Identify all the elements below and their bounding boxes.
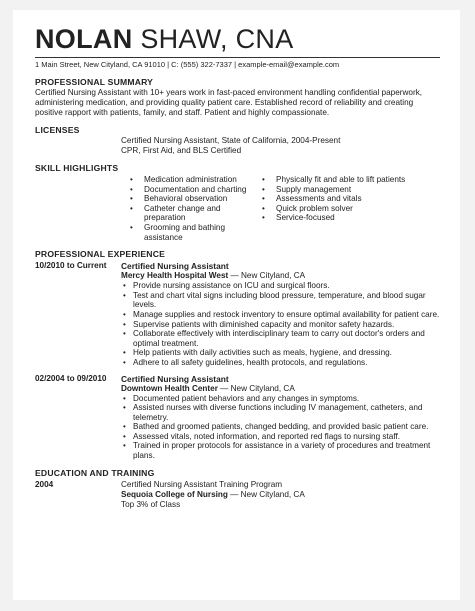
job-bullets: [121, 281, 440, 367]
skill-item: • Grooming and bathing assistance: [127, 223, 259, 242]
job-employer: Downtown Health Center: [121, 383, 218, 393]
education-location: — New Cityland, CA: [227, 489, 305, 499]
job-bullet: • Provide nursing assistance on ICU and surgical floors.: [121, 281, 440, 291]
job-employer: Mercy Health Hospital West: [121, 271, 229, 281]
license-item: CPR, First Aid, and BLS Certified: [121, 146, 242, 155]
skill-item: • Quick problem solver: [259, 204, 419, 214]
job-bullet: • Adhere to all safety guidelines, health protocols, and regulations.: [121, 358, 440, 368]
job-bullet: • Help patients with daily activities such as meals, hygiene, and dressing.: [121, 348, 440, 358]
job-title: Certified Nursing Assistant: [121, 373, 229, 384]
job-details: [121, 374, 440, 461]
education-section: [35, 468, 440, 510]
job-entry: [35, 261, 440, 367]
job-bullet: • Collaborate effectively with interdisciplinary team to carry out doctor's orders and optimal treatment.: [121, 329, 440, 348]
skill-item: • Physically fit and able to lift patients: [259, 175, 419, 185]
header-rule: [35, 57, 440, 58]
skill-item: • Service-focused: [259, 213, 419, 223]
license-item: Certified Nursing Assistant, State of California, 2004-Present: [121, 136, 341, 145]
job-bullet: • Test and chart vital signs including blood pressure, temperature, and blood sugar levels.: [121, 291, 440, 310]
experience-section: [35, 249, 440, 461]
job-bullet: • Documented patient behaviors and any changes in symptoms.: [121, 394, 440, 404]
job-bullet: • Assisted nurses with diverse functions including IV management, catheters, and telemetry.: [121, 403, 440, 422]
job-dates: 02/2004 to 09/2010: [35, 373, 107, 383]
job-title: Certified Nursing Assistant: [121, 261, 229, 272]
job-entry: [35, 374, 440, 461]
licenses-list: [35, 136, 440, 156]
education-year: 2004: [35, 479, 54, 489]
skill-item: • Assessments and vitals: [259, 194, 419, 204]
job-details: [121, 261, 440, 367]
skill-item: • Documentation and charting: [127, 185, 259, 195]
first-name: NOLAN: [35, 24, 133, 54]
job-location: — New Cityland, CA: [228, 271, 306, 281]
candidate-name: [35, 24, 440, 54]
job-employer-line: [121, 271, 440, 281]
education-school: Sequoia College of Nursing: [121, 489, 228, 499]
summary-text: Certified Nursing Assistant with 10+ years work in fast-paced environment handling confidential paperwork, administering medication, and providing quality patient care. Established record of reliability and creating positive rapport with patients, family, and staff. Patient and highly compassionate.: [35, 88, 423, 117]
job-bullet: • Assessed vitals, noted information, and reported red flags to nursing staff.: [121, 432, 440, 442]
experience-title: PROFESSIONAL EXPERIENCE: [35, 249, 166, 260]
licenses-section: [35, 125, 440, 156]
licenses-title: LICENSES: [35, 125, 80, 135]
skill-item: • Supply management: [259, 185, 419, 195]
job-bullet: • Trained in proper protocols for assistance in a variety of procedures and treatment plans.: [121, 441, 440, 460]
job-bullet: • Manage supplies and restock inventory to ensure optimal availability for patient care.: [121, 310, 440, 320]
skill-item: • Medication administration: [127, 175, 259, 185]
skills-section: [35, 163, 440, 242]
skills-column-left: [127, 175, 259, 242]
skills-title: SKILL HIGHLIGHTS: [35, 163, 119, 173]
skills-column-right: [259, 175, 419, 242]
skills-columns: [35, 175, 440, 242]
education-entry: [35, 480, 440, 510]
education-honor: Top 3% of Class: [121, 499, 181, 509]
job-bullets: [121, 394, 440, 461]
education-details: [121, 480, 440, 510]
contact-line: 1 Main Street, New Cityland, CA 91010 | C: (555) 322-7337 | example-email@example.com: [35, 60, 340, 69]
summary-section: [35, 77, 440, 118]
skill-item: • Catheter change and preparation: [127, 204, 259, 223]
last-name: SHAW, CNA: [140, 24, 294, 54]
job-location: — New Cityland, CA: [217, 383, 295, 393]
skill-item: • Behavioral observation: [127, 194, 259, 204]
job-employer-line: [121, 384, 440, 394]
job-dates: 10/2010 to Current: [35, 261, 107, 271]
resume-page: [13, 10, 460, 600]
job-spacer: [35, 368, 440, 373]
summary-title: PROFESSIONAL SUMMARY: [35, 77, 154, 87]
job-bullet: • Bathed and groomed patients, changed bedding, and provided basic patient care.: [121, 422, 440, 432]
education-school-line: [121, 490, 440, 500]
education-title: EDUCATION AND TRAINING: [35, 467, 155, 478]
education-program: Certified Nursing Assistant Training Program: [121, 479, 283, 489]
job-bullet: • Supervise patients with diminished capacity and monitor safety hazards.: [121, 320, 440, 330]
